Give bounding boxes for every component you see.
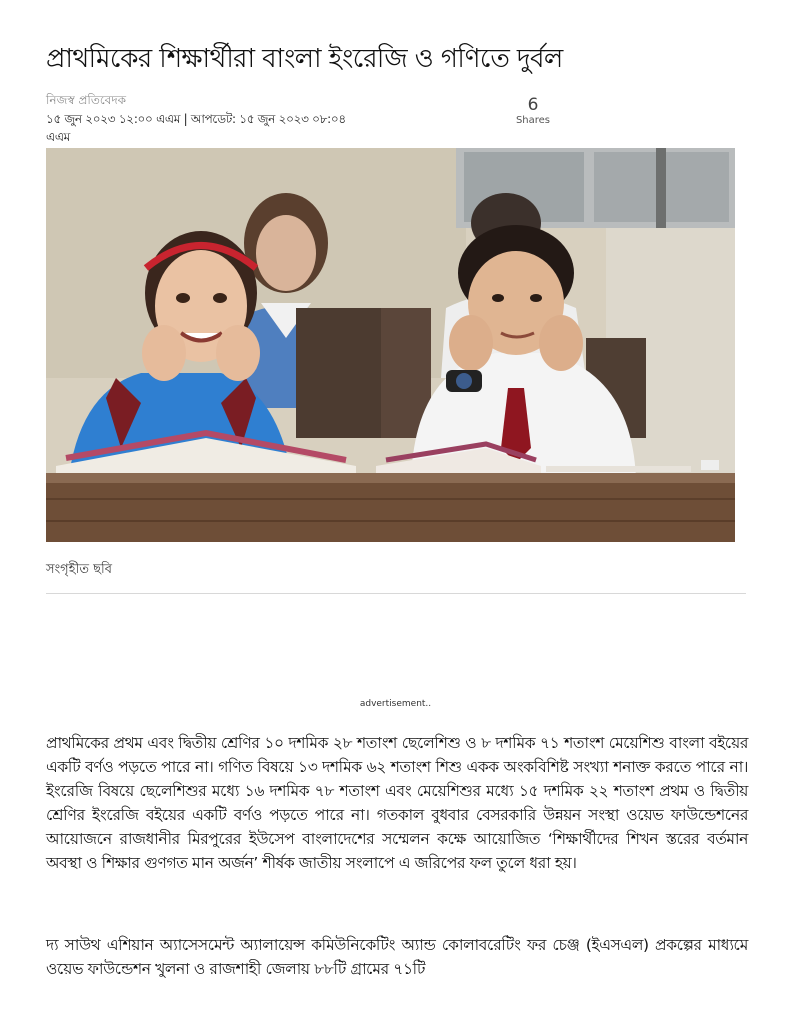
author-byline[interactable]: নিজস্ব প্রতিবেদক	[46, 93, 127, 107]
share-label: Shares	[515, 115, 551, 126]
article-headline: প্রাথমিকের শিক্ষার্থীরা বাংলা ইংরেজি ও গণিতে দুর্বল	[46, 44, 563, 74]
image-caption: সংগৃহীত ছবি	[46, 562, 112, 577]
publish-dates: ১৫ জুন ২০২৩ ১২:০০ এএম | আপডেট: ১৫ জুন ২০২৩ ০৮:০৪ এএম	[46, 112, 346, 144]
share-counter[interactable]	[505, 95, 561, 127]
classroom-photo	[46, 148, 735, 542]
share-count: 6	[527, 95, 539, 115]
divider	[46, 593, 746, 594]
advertisement-label: advertisement..	[359, 699, 432, 709]
article-paragraph-2: দ্য সাউথ এশিয়ান অ্যাসেসমেন্ট অ্যালায়েন্স কমিউনিকেটিং অ্যান্ড কোলাবরেটিং ফর চেঞ্জ (ইএসএল) প্রকল্পের মাধ্যমে ওয়েভ ফাউন্ডেশন খুলনা ও রাজশাহী জেলায় ৮৮টি গ্রামের ৭১টি	[46, 936, 748, 978]
article-paragraph-1: প্রাথমিকের প্রথম এবং দ্বিতীয় শ্রেণির ১০ দশমিক ২৮ শতাংশ ছেলেশিশু ও ৮ দশমিক ৭১ শতাংশ মেয়েশিশু বাংলা বইয়ের একটি বর্ণও পড়তে পারে না। গণিত বিষয়ে ১৩ দশমিক ৬২ শতাংশ শিশু একক অংকবিশিষ্ট সংখ্যা শনাক্ত করতে পারে না। ইংরেজি বিষয়ে ছেলেশিশুর মধ্যে ১৬ দশমিক ৭৮ শতাংশ এবং মেয়েশিশুর মধ্যে ১৫ দশমিক ২২ শতাংশ প্রথম ও দ্বিতীয় শ্রেণির ইংরেজি বইয়ের একটি বর্ণও পড়তে পারে না। গতকাল বুধবার বেসরকারি উন্নয়ন সংস্থা ওয়েভ ফাউন্ডেশনের আয়োজনে রাজধানীর মিরপুরের ইউসেপ বাংলাদেশের সম্মেলন কক্ষে আয়োজিত ‘শিক্ষার্থীদের শিখন স্তরের বর্তমান অবস্থা ও শিক্ষার গুণগত মান অর্জন’ শীর্ষক জাতীয় সংলাপে এ জরিপের ফল তুলে ধরা হয়।	[46, 734, 748, 872]
article-photo	[46, 148, 735, 542]
